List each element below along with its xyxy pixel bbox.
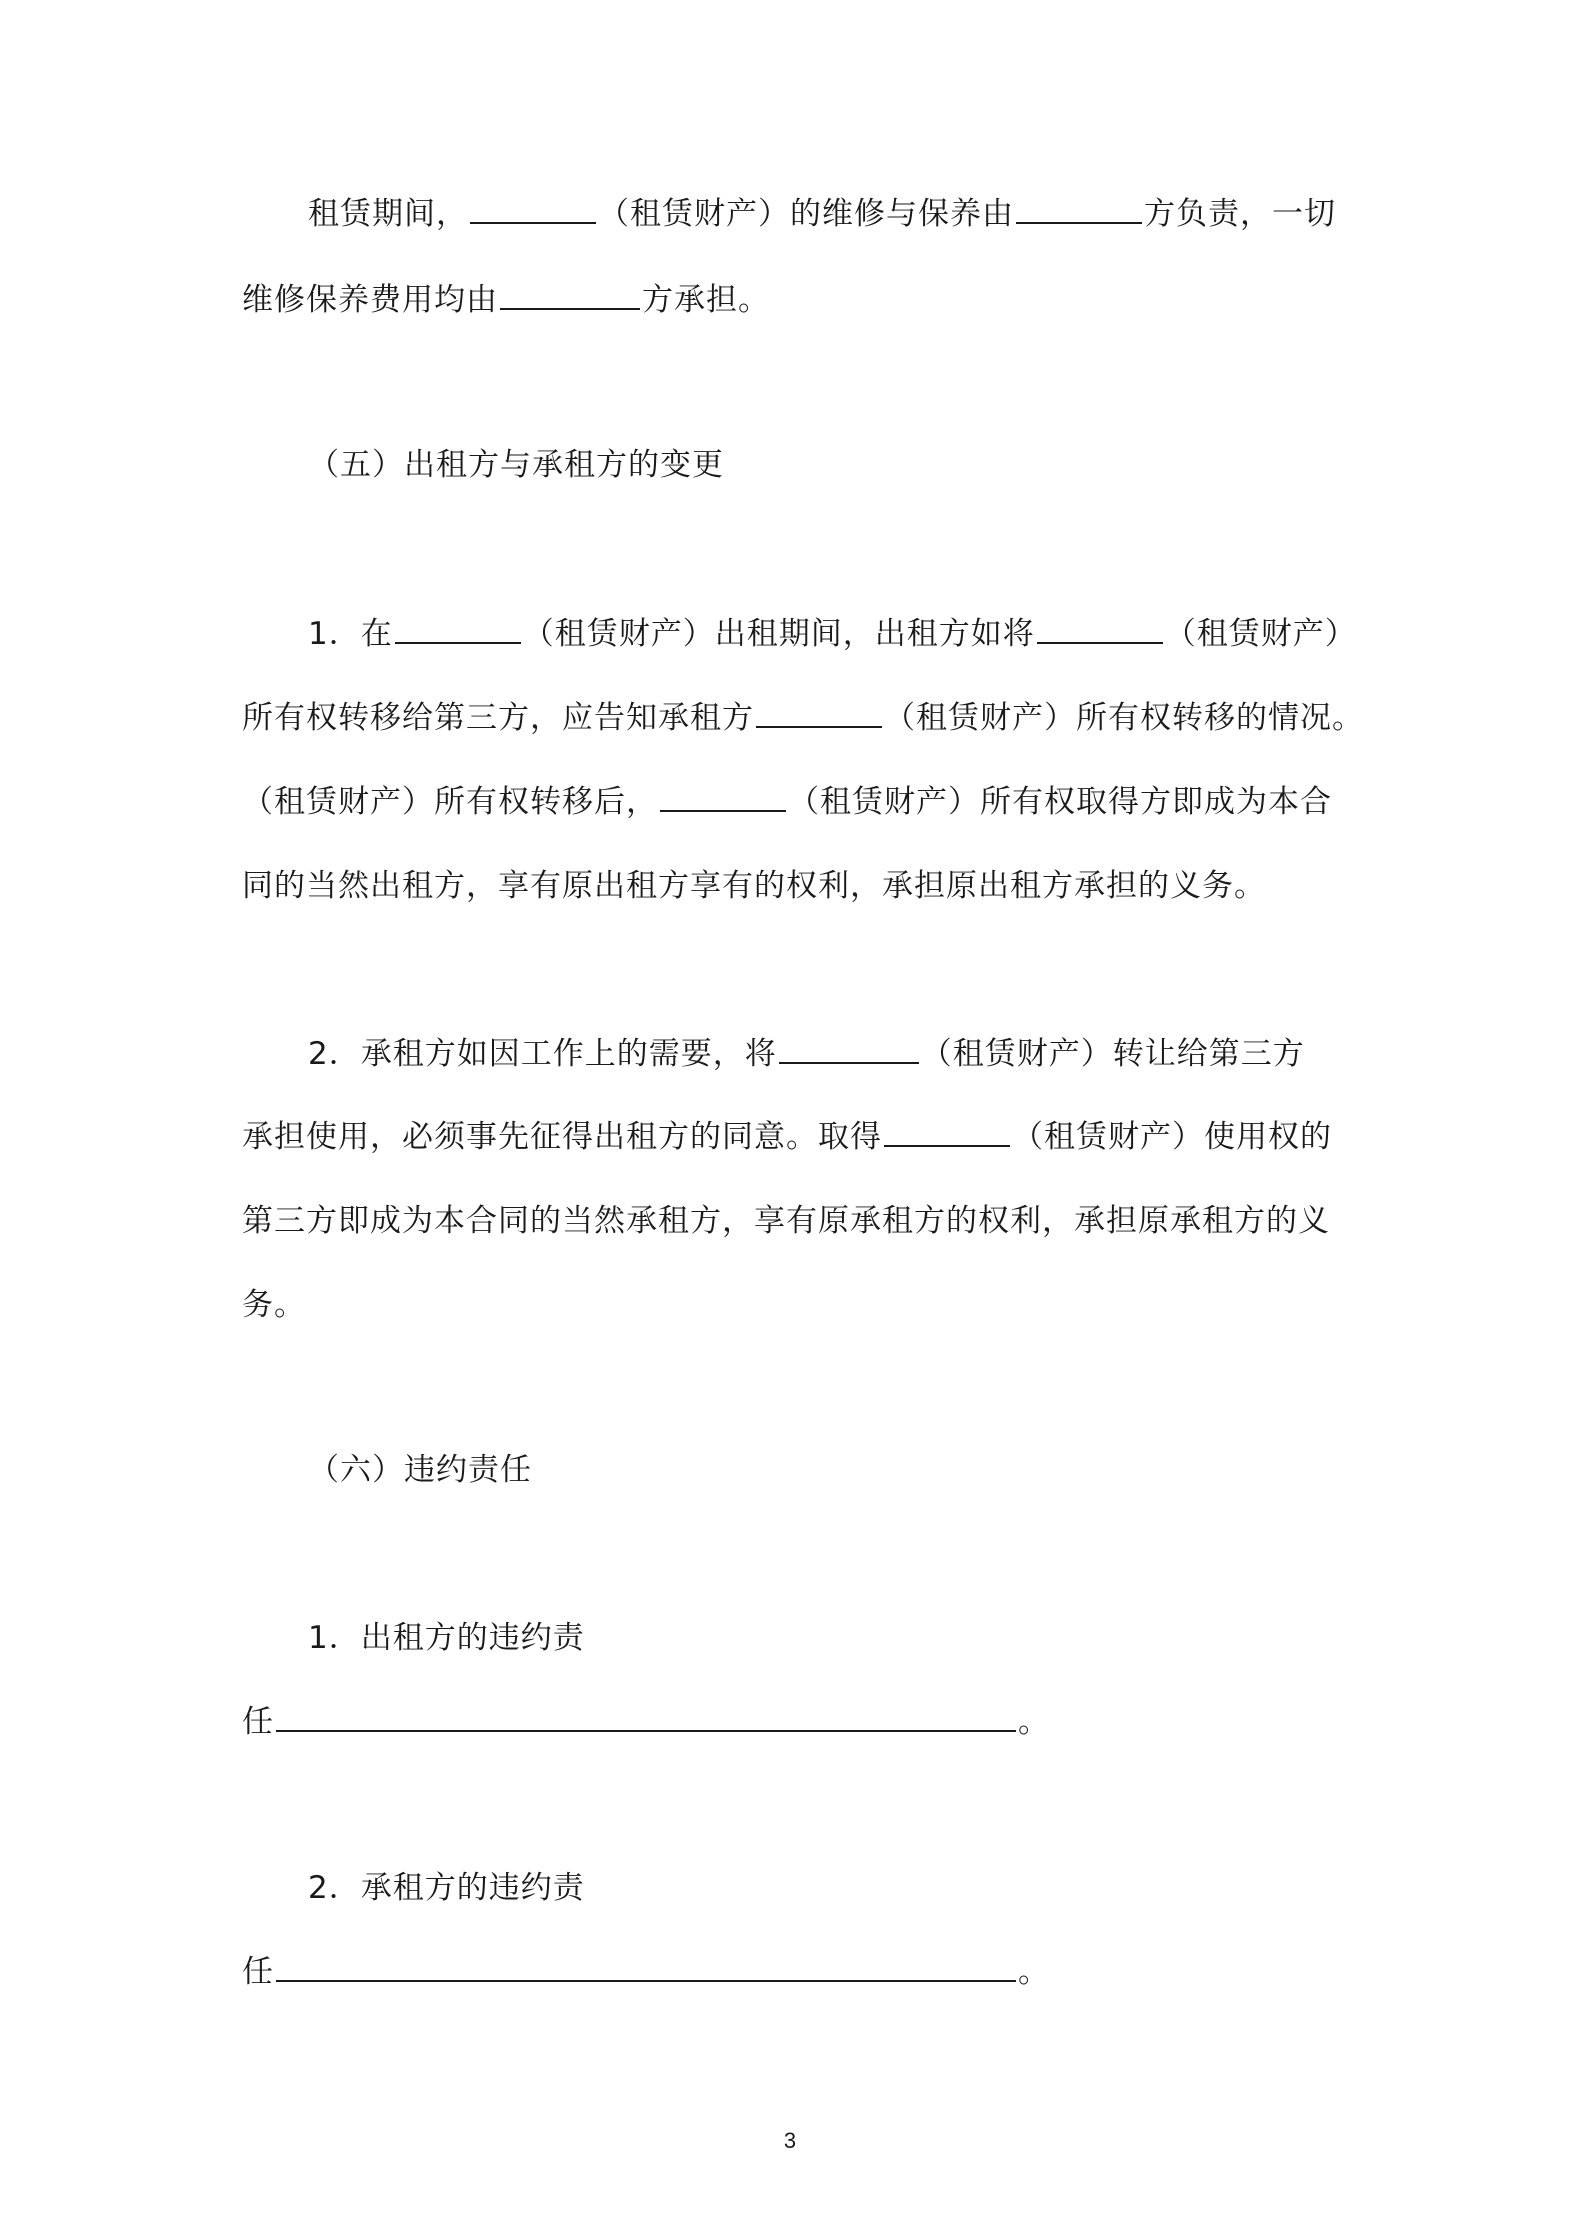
text-segment: 方承担。 bbox=[642, 282, 770, 318]
paragraph-line bbox=[308, 1032, 1305, 1076]
paragraph-line: 同的当然出租方，享有原出租方享有的权利，承担原出租方承担的义务。 bbox=[242, 868, 1266, 904]
fill-in-blank bbox=[779, 1032, 919, 1064]
text-segment: 1．在 bbox=[308, 616, 393, 652]
text-segment: （租赁财产）所有权转移后， bbox=[242, 784, 658, 820]
text-segment: （租赁财产）使用权的 bbox=[1012, 1119, 1332, 1155]
fill-in-blank bbox=[1016, 192, 1142, 224]
text-segment: 。 bbox=[1018, 1954, 1050, 1990]
section-heading: （五）出租方与承租方的变更 bbox=[308, 447, 724, 483]
text-segment: 任 bbox=[242, 1704, 274, 1740]
fill-in-blank bbox=[1037, 612, 1163, 644]
paragraph-line bbox=[308, 192, 1336, 236]
text-segment: （租赁财产）所有权取得方即成为本合 bbox=[788, 784, 1332, 820]
paragraph-line bbox=[242, 696, 1364, 740]
text-segment: （租赁财产）所有权转移的情况。 bbox=[884, 700, 1364, 736]
text-segment: 承担使用，必须事先征得出租方的同意。取得 bbox=[242, 1119, 882, 1155]
paragraph-line bbox=[242, 780, 1332, 824]
text-segment: （租赁财产）转让给第三方 bbox=[920, 1036, 1305, 1072]
text-segment: 所有权转移给第三方，应告知承租方 bbox=[242, 700, 754, 736]
fill-in-blank bbox=[660, 780, 786, 812]
fill-in-blank bbox=[395, 612, 521, 644]
fill-in-blank bbox=[884, 1115, 1010, 1147]
text-segment: （租赁财产）出租期间，出租方如将 bbox=[522, 616, 1035, 652]
paragraph-line bbox=[242, 1700, 1050, 1744]
paragraph-line bbox=[242, 1115, 1332, 1159]
paragraph-line bbox=[242, 278, 770, 322]
text-segment: 维修保养费用均由 bbox=[242, 282, 498, 318]
text-segment: （租赁财产） bbox=[1164, 616, 1357, 652]
text-segment: （租赁财产）的维修与保养由 bbox=[598, 196, 1014, 232]
fill-in-blank bbox=[500, 278, 640, 310]
fill-in-blank bbox=[470, 192, 596, 224]
text-segment: 2．承租方如因工作上的需要，将 bbox=[308, 1036, 777, 1072]
fill-in-blank bbox=[756, 696, 882, 728]
fill-in-blank bbox=[276, 1950, 1016, 1982]
text-segment: 方负责，一切 bbox=[1144, 196, 1336, 232]
paragraph-line bbox=[308, 612, 1357, 656]
paragraph-line bbox=[242, 1950, 1050, 1994]
fill-in-blank bbox=[276, 1700, 1016, 1732]
section-heading: （六）违约责任 bbox=[308, 1452, 532, 1488]
text-segment: 任 bbox=[242, 1954, 274, 1990]
paragraph-line: 务。 bbox=[242, 1287, 306, 1323]
paragraph-line: 2．承租方的违约责 bbox=[308, 1870, 585, 1906]
page-number: 3 bbox=[783, 2128, 797, 2153]
paragraph-line: 第三方即成为本合同的当然承租方，享有原承租方的权利，承担原承租方的义 bbox=[242, 1203, 1330, 1239]
text-segment: 。 bbox=[1018, 1704, 1050, 1740]
text-segment: 租赁期间， bbox=[308, 196, 468, 232]
paragraph-line: 1．出租方的违约责 bbox=[308, 1620, 585, 1656]
